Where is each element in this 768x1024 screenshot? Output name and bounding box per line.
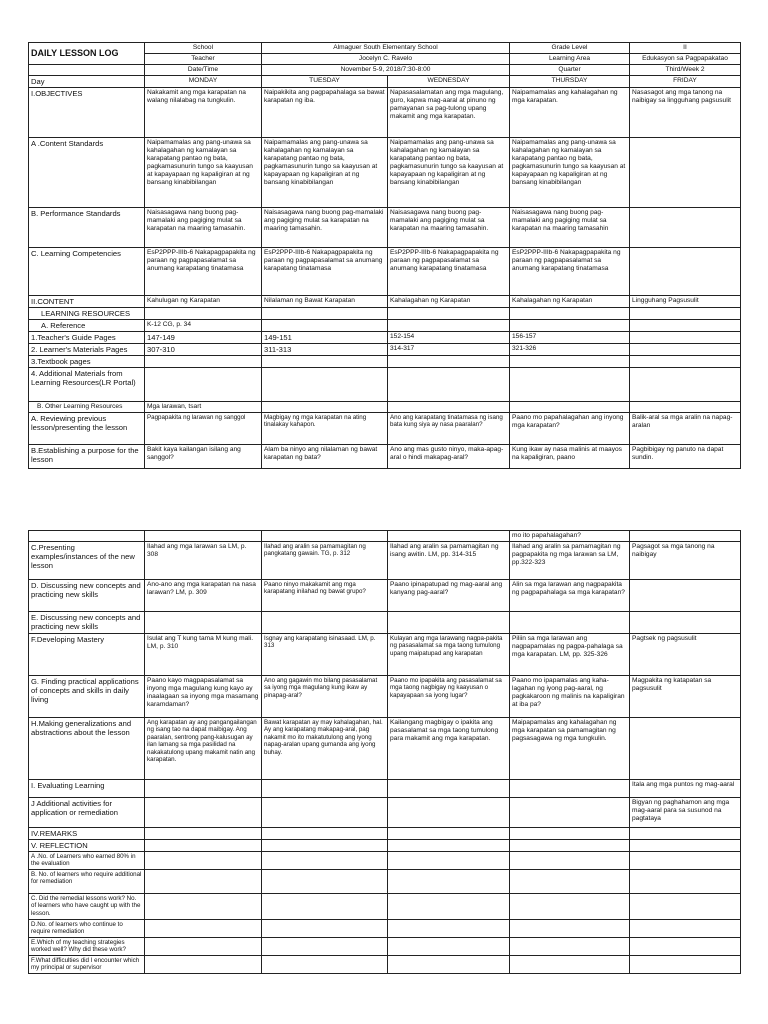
blank-cell	[510, 402, 630, 413]
reviewing-label: A. Reviewing previous lesson/presenting the lesson	[29, 413, 145, 445]
day-tuesday: TUESDAY	[262, 76, 388, 88]
reviewing-fri: Balik-aral sa mga aralin na napag-aralan	[630, 413, 741, 445]
blank-cell	[388, 920, 510, 938]
reviewing-tue: Magbigay ng mga karapatan na ating tinalakay kahapon.	[262, 413, 388, 445]
blank-cell	[262, 402, 388, 413]
presenting-thu: Ilahad ang aralin sa pamamagitan ng pagpapakita ng mga larawan sa LM, pp.322-323	[510, 542, 630, 580]
additional-materials-label: 4. Additional Materials from Learning Resources(LR Portal)	[29, 368, 145, 402]
discussing-d-wed: Paano ipinapatupad ng mag-aaral ang kanyang pag-aaral?	[388, 580, 510, 612]
school-value: Almaguer South Elementary School	[262, 43, 510, 54]
tg-pages-thu: 156-157	[510, 332, 630, 344]
content-standards-mon: Naipamamalas ang pang-unawa sa kahalagahan ng kamalayan sa karapatang pantao ng bata, pagkamasunurin tungo sa kaayusan at kapayapaan ng kapaligiran at ng bansang kinabibilangan	[145, 138, 262, 208]
generalizations-fri	[630, 718, 741, 780]
blank-cell	[145, 894, 262, 920]
additional-activities-fri: Bigyan ng paghahamon ang mga mag-aaral para sa susunod na pagtataya	[630, 798, 741, 828]
blank-cell	[630, 320, 741, 332]
blank-cell	[145, 840, 262, 852]
generalizations-thu: Maipapamalas ang kahalagahan ng mga karapatan sa pamamagitan ng pagsasagawa ng mga tungkulin.	[510, 718, 630, 780]
content-standards-wed: Naipamamalas ang pang-unawa sa kahalagahan ng kamalayan sa karapatang pantao ng bata, pagkamasunurin tungo sa kaayusan at kapayapaan ng kapaligiran at ng bansang kinabibilangan	[388, 138, 510, 208]
blank-cell	[510, 852, 630, 870]
blank-cell	[388, 402, 510, 413]
performance-standards-label: B. Performance Standards	[29, 208, 145, 248]
reflection-label: V. REFLECTION	[29, 840, 145, 852]
mastery-thu: Piliin sa mga larawan ang nagpapamalas ng pagpa-pahalaga sa mga karapatan. LM, pp. 325-326	[510, 634, 630, 676]
blank-cell	[630, 828, 741, 840]
blank-cell	[388, 798, 510, 828]
presenting-wed: Ilahad ang aralin sa pamamagitan ng isang awitin. LM, pp. 314-315	[388, 542, 510, 580]
blank-cell	[510, 938, 630, 956]
blank-cell	[145, 798, 262, 828]
generalizations-mon: Ang karapatan ay ang pangangailangan ng isang tao na dapat maibigay. Ang paaralan, sentrong pang-kalusugan ay ilan lamang sa mga pasilidad na nakakatulong upang makamit natin ang karapatan.	[145, 718, 262, 780]
blank-cell	[145, 920, 262, 938]
blank-cell	[262, 308, 388, 320]
blank-cell	[262, 368, 388, 402]
discussing-d-fri	[630, 580, 741, 612]
mastery-tue: Isgnay ang karapatang isinasaad. LM, p. 313	[262, 634, 388, 676]
performance-standards-mon: Naisasagawa nang buong pag-mamalaki ang pagiging mulat sa karapatan na maaring tamasahin.	[145, 208, 262, 248]
blank-cell	[262, 938, 388, 956]
blank-cell	[145, 852, 262, 870]
blank-cell	[388, 956, 510, 974]
blank-cell	[262, 840, 388, 852]
blank-cell	[145, 870, 262, 894]
blank-cell	[388, 852, 510, 870]
blank-cell	[510, 828, 630, 840]
blank-cell	[630, 368, 741, 402]
tg-pages-fri	[630, 332, 741, 344]
reflection-f: F.What difficulties did I encounter which my principal or supervisor	[29, 956, 145, 974]
other-resources-label: B. Other Learning Resources	[29, 402, 145, 413]
date-value: November 5-9, 2018/7:30-8:00	[262, 65, 510, 76]
generalizations-tue: Bawat karapatan ay may kahalagahan, hal. Ay ang karapatang makapag-aral, pag nakamit mo ito makatutulong ang iyong napag-aralan upang gumanda ang iyong buhay.	[262, 718, 388, 780]
blank-cell	[262, 870, 388, 894]
grade-label: Grade Level	[510, 43, 630, 54]
presenting-mon: Ilahad ang mga larawan sa LM, p. 308	[145, 542, 262, 580]
quarter-value: Third/Week 2	[630, 65, 741, 76]
competencies-tue: EsP2PPP-IIIb-6 Nakapagpapakita ng paraan ng pagpapasalamat sa anumang karapatang tinatamasa	[262, 248, 388, 296]
area-value: Edukasyon sa Pagpapakatao	[630, 54, 741, 65]
applications-fri: Magpakita ng katapatan sa pagsusulit	[630, 676, 741, 718]
reviewing-thu: Paano mo papahalagahan ang inyong mga karapatan?	[510, 413, 630, 445]
purpose-thu: Kung ikaw ay nasa malinis at maayos na kapaligiran, paano	[510, 445, 630, 469]
content-standards-thu: Naipamamalas ang pang-unawa sa kahalagahan ng kamalayan sa karapatang pantao ng bata, pagkamasunurin tungo sa kaayusan at kapayapaan ng kapaligiran at ng bansang kinabibilangan	[510, 138, 630, 208]
presenting-label: C.Presenting examples/instances of the new lesson	[29, 542, 145, 580]
objectives-thu: Naipamamalas ang kahalagahan ng mga karapatan.	[510, 88, 630, 138]
blank-cell	[262, 531, 388, 542]
blank-cell	[145, 356, 262, 368]
lm-pages-mon: 307-310	[145, 344, 262, 356]
evaluating-label: I. Evaluating Learning	[29, 780, 145, 798]
teacher-value: Jocelyn C. Ravelo	[262, 54, 510, 65]
day-label: Day	[29, 76, 145, 88]
blank-cell	[262, 356, 388, 368]
purpose-wed: Ano ang mas gusto ninyo, maka-apag-aral o hindi makapag-aral?	[388, 445, 510, 469]
date-label: Date/Time	[145, 65, 262, 76]
content-tue: Nilalaman ng Bawat Karapatan	[262, 296, 388, 308]
blank-cell	[630, 356, 741, 368]
content-standards-fri	[630, 138, 741, 208]
lesson-log-table-top	[28, 42, 741, 469]
blank-cell	[262, 894, 388, 920]
lesson-log-table-bottom	[28, 530, 741, 974]
discussing-e-label: E. Discussing new concepts and practicing new skills	[29, 612, 145, 634]
competencies-fri	[630, 248, 741, 296]
blank-cell	[630, 894, 741, 920]
lm-pages-fri	[630, 344, 741, 356]
blank-cell	[630, 402, 741, 413]
blank-cell	[510, 368, 630, 402]
remarks-label: IV.REMARKS	[29, 828, 145, 840]
blank-cell	[262, 612, 388, 634]
area-label: Learning Area	[510, 54, 630, 65]
blank-cell	[630, 870, 741, 894]
blank-cell	[630, 852, 741, 870]
blank-cell	[510, 840, 630, 852]
blank-cell	[262, 828, 388, 840]
generalizations-wed: Kailangang magbigay o ipakita ang pasasalamat sa mga taong tumulong para makamit ang mga karapatan.	[388, 718, 510, 780]
content-thu: Kahalagahan ng Karapatan	[510, 296, 630, 308]
blank-cell	[510, 870, 630, 894]
purpose-mon: Bakit kaya kailangan isilang ang sanggol?	[145, 445, 262, 469]
blank-cell	[630, 308, 741, 320]
lm-pages-thu: 321-326	[510, 344, 630, 356]
page-title: DAILY LESSON LOG	[29, 43, 145, 65]
reflection-d: D.No. of learners who continue to require remediation	[29, 920, 145, 938]
blank-cell	[630, 920, 741, 938]
blank-cell	[630, 612, 741, 634]
tg-pages-mon: 147-149	[145, 332, 262, 344]
blank-cell	[29, 65, 145, 76]
mastery-label: F.Developing Mastery	[29, 634, 145, 676]
presenting-tue: Ilahad ang aralin sa pamamagitan ng pangkatang gawain. TG, p. 312	[262, 542, 388, 580]
blank-cell	[510, 780, 630, 798]
evaluating-fri: Itala ang mga puntos ng mag-aaral	[630, 780, 741, 798]
blank-cell	[145, 531, 262, 542]
performance-standards-fri	[630, 208, 741, 248]
blank-cell	[388, 894, 510, 920]
discussing-d-tue: Paano ninyo makakamit ang mga karapatang inilahad ng bawat grupo?	[262, 580, 388, 612]
blank-cell	[388, 320, 510, 332]
purpose-tue: Alam ba ninyo ang nilalaman ng bawat karapatan ng bata?	[262, 445, 388, 469]
reviewing-mon: Pagpapakita ng larawan ng sanggol	[145, 413, 262, 445]
content-standards-tue: Naipamamalas ang pang-unawa sa kahalagahan ng kamalayan sa karapatang pantao ng bata, pagkamasunurin tungo sa kaayusan at kapayapaan ng kapaligiran at ng bansang kinabibilangan	[262, 138, 388, 208]
resources-label: LEARNING RESOURCES	[29, 308, 145, 320]
objectives-label: I.OBJECTIVES	[29, 88, 145, 138]
reviewing-wed: Ano ang karapatang tinatamasa ng isang bata kung siya ay nasa paaralan?	[388, 413, 510, 445]
blank-cell	[510, 308, 630, 320]
blank-cell	[388, 780, 510, 798]
blank-cell	[145, 368, 262, 402]
reference-mon: K-12 CG, p. 34	[145, 320, 262, 332]
content-mon: Kahulugan ng Karapatan	[145, 296, 262, 308]
competencies-mon: EsP2PPP-IIIb-6 Nakapagpapakita ng paraan ng pagpapasalamat sa anumang karapatang tinatamasa	[145, 248, 262, 296]
mastery-mon: Isulat ang T kung tama M kung mali. LM, p. 310	[145, 634, 262, 676]
blank-cell	[262, 780, 388, 798]
blank-cell	[388, 840, 510, 852]
content-fri: Lingguhang Pagsusulit	[630, 296, 741, 308]
applications-thu: Paano mo ipapamalas ang kaha-lagahan ng iyong pag-aaral, ng pagkakaroon ng malinis na kapaligiran at iba pa?	[510, 676, 630, 718]
purpose-fri: Pagbibigay ng panuto na dapat sundin.	[630, 445, 741, 469]
blank-cell	[510, 920, 630, 938]
mastery-fri: Pagtsek ng pagsusulit	[630, 634, 741, 676]
blank-cell	[630, 938, 741, 956]
purpose-thu-continued: mo ito papahalagahan?	[510, 531, 630, 542]
applications-mon: Paano kayo magpapasalamat sa inyong mga magulang kung kayo ay inaalagaan sa inyong mga masamang karamdaman?	[145, 676, 262, 718]
blank-cell	[29, 531, 145, 542]
teacher-label: Teacher	[145, 54, 262, 65]
generalizations-label: H.Making generalizations and abstractions about the lesson	[29, 718, 145, 780]
performance-standards-tue: Naisasagawa nang buong pag-mamalaki ang pagiging mulat sa karapatan na maaring tamasahin.	[262, 208, 388, 248]
blank-cell	[262, 852, 388, 870]
blank-cell	[145, 938, 262, 956]
blank-cell	[388, 828, 510, 840]
reflection-b: B. No. of learners who require additional for remediation	[29, 870, 145, 894]
blank-cell	[510, 956, 630, 974]
lm-pages-tue: 311-313	[262, 344, 388, 356]
school-label: School	[145, 43, 262, 54]
blank-cell	[388, 308, 510, 320]
reflection-c: C. Did the remedial lessons work? No. of learners who have caught up with the lesson.	[29, 894, 145, 920]
day-wednesday: WEDNESDAY	[388, 76, 510, 88]
blank-cell	[262, 798, 388, 828]
grade-value: II	[630, 43, 741, 54]
blank-cell	[388, 368, 510, 402]
performance-standards-wed: Naisasagawa nang buong pag-mamalaki ang pagiging mulat sa karapatan na maaring tamasahin.	[388, 208, 510, 248]
blank-cell	[145, 828, 262, 840]
blank-cell	[262, 320, 388, 332]
blank-cell	[510, 320, 630, 332]
day-monday: MONDAY	[145, 76, 262, 88]
blank-cell	[145, 308, 262, 320]
blank-cell	[388, 938, 510, 956]
tg-pages-wed: 152-154	[388, 332, 510, 344]
applications-label: G. Finding practical applications of concepts and skills in daily living	[29, 676, 145, 718]
textbook-label: 3.Textbook pages	[29, 356, 145, 368]
lm-pages-wed: 314-317	[388, 344, 510, 356]
tg-pages-tue: 149-151	[262, 332, 388, 344]
reference-label: A. Reference	[29, 320, 145, 332]
content-wed: Kahalagahan ng Karapatan	[388, 296, 510, 308]
applications-tue: Ano ang gagawin mo bilang pasasalamat sa iyong mga magulang kung ikaw ay pinapag-aral?	[262, 676, 388, 718]
performance-standards-thu: Naisasagawa nang buong pag-mamalaki ang pagiging mulat sa karapatan na maaring tamasahin	[510, 208, 630, 248]
discussing-d-label: D. Discussing new concepts and practicing new skills	[29, 580, 145, 612]
blank-cell	[145, 956, 262, 974]
other-resources-mon: Mga larawan, tsart	[145, 402, 262, 413]
reflection-a: A .No. of Learners who earned 80% in the evaluation	[29, 852, 145, 870]
tg-pages-label: 1.Teacher's Guide Pages	[29, 332, 145, 344]
blank-cell	[510, 356, 630, 368]
applications-wed: Paano mo ipapakita ang pasasalamat sa mga taong nagbigay ng kaayusan o kapayapaan sa iyong lugar?	[388, 676, 510, 718]
purpose-label: B.Establishing a purpose for the lesson	[29, 445, 145, 469]
content-label: II.CONTENT	[29, 296, 145, 308]
quarter-label: Quarter	[510, 65, 630, 76]
day-friday: FRIDAY	[630, 76, 741, 88]
blank-cell	[510, 894, 630, 920]
blank-cell	[388, 612, 510, 634]
discussing-d-mon: Ano-ano ang mga karapatan na nasa larawan? LM, p. 309	[145, 580, 262, 612]
competencies-thu: EsP2PPP-IIIb-6 Nakapagpapakita ng paraan ng pagpapasalamat sa anumang karapatang tinatamasa	[510, 248, 630, 296]
objectives-tue: Naipakikita ang pagpapahalaga sa bawat karapatan ng iba.	[262, 88, 388, 138]
blank-cell	[145, 780, 262, 798]
day-thursday: THURSDAY	[510, 76, 630, 88]
mastery-wed: Kulayan ang mga larawang nagpa-pakita ng pasasalamat sa mga taong tumulong upang maipatupad ang karapatan	[388, 634, 510, 676]
blank-cell	[510, 798, 630, 828]
blank-cell	[630, 531, 741, 542]
lm-pages-label: 2. Learner's Materials Pages	[29, 344, 145, 356]
reflection-e: E.Which of my teaching strategies worked well? Why did these work?	[29, 938, 145, 956]
blank-cell	[388, 870, 510, 894]
competencies-wed: EsP2PPP-IIIb-6 Nakapagpapakita ng paraan ng pagpapasalamat sa anumang karapatang tinatamasa	[388, 248, 510, 296]
objectives-mon: Nakakamit ang mga karapatan na walang nilalabag na tungkulin.	[145, 88, 262, 138]
blank-cell	[145, 612, 262, 634]
competencies-label: C. Learning Competencies	[29, 248, 145, 296]
objectives-wed: Napasasalamatan ang mga magulang, guro, kapwa mag-aaral at pinuno ng pamayanan sa pag-tulong upang makamit ang mga karapatan.	[388, 88, 510, 138]
presenting-fri: Pagsagot sa mga tanong na naibigay	[630, 542, 741, 580]
content-standards-label: A .Content Standards	[29, 138, 145, 208]
discussing-d-thu: Alin sa mga larawan ang nagpapakita ng pagpapahalaga sa mga karapatan?	[510, 580, 630, 612]
blank-cell	[388, 356, 510, 368]
objectives-fri: Nasasagot ang mga tanong na naibigay sa lingguhang pagsusulit	[630, 88, 741, 138]
additional-activities-label: J Additional activities for application or remediation	[29, 798, 145, 828]
blank-cell	[510, 612, 630, 634]
blank-cell	[630, 956, 741, 974]
blank-cell	[630, 840, 741, 852]
blank-cell	[388, 531, 510, 542]
blank-cell	[262, 956, 388, 974]
blank-cell	[262, 920, 388, 938]
